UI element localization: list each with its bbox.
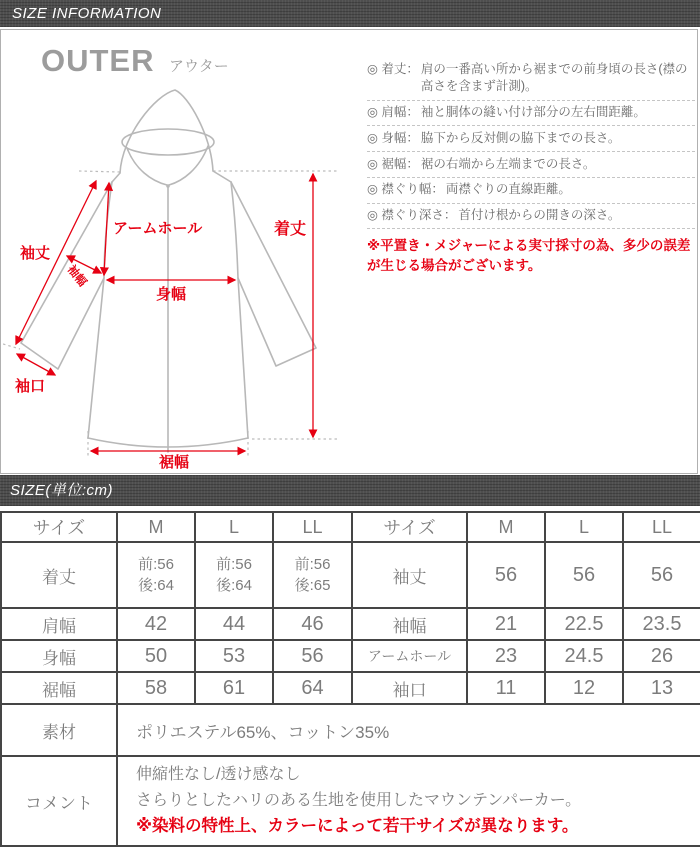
table-row	[1, 640, 700, 672]
value-cell: 26	[623, 640, 700, 672]
garment-measurement-diagram	[3, 86, 343, 474]
comment-line-1: 伸縮性なし/透け感なし	[136, 766, 301, 784]
measurement-arrows	[16, 174, 313, 451]
right-body-side	[231, 182, 248, 438]
value-cell: 12	[545, 672, 623, 704]
definition-item	[367, 126, 695, 152]
definition-desc: 裾の右端から左端までの長さ。	[420, 156, 596, 171]
body-length-label: 着丈	[273, 221, 307, 238]
row-label-shoulder-width: 肩幅	[1, 608, 117, 640]
value-cell: 50	[117, 640, 195, 672]
neck-point	[166, 184, 170, 188]
size-m-header: M	[117, 512, 195, 542]
sleeve-length-arrow	[16, 181, 96, 344]
value-cell	[195, 542, 273, 608]
table-row	[1, 608, 700, 640]
size-ll-header: LL	[623, 512, 700, 542]
definition-item	[367, 57, 695, 101]
definition-desc: 脇下から反対側の脇下までの長さ。	[420, 130, 621, 145]
value-cell: 23.5	[623, 608, 700, 640]
size-l-header: L	[545, 512, 623, 542]
value-back: 後:64	[138, 577, 174, 594]
sleeve-width-label: 袖幅	[64, 263, 89, 289]
value-cell: 56	[545, 542, 623, 608]
left-body-side	[88, 182, 112, 438]
definition-desc: 肩の一番高い所から裾までの前身頃の長さ(襟の高さを含まず計測)。	[420, 61, 688, 94]
hem-width-label: 裾幅	[158, 454, 190, 471]
value-cell: 56	[467, 542, 545, 608]
left-shoulder	[112, 173, 120, 182]
value-cell: 56	[623, 542, 700, 608]
outer-heading-kana: アウター	[168, 58, 229, 75]
measurement-definitions	[367, 57, 695, 275]
size-m-header: M	[467, 512, 545, 542]
comment-line-2: さらりとしたハリのある生地を使用したマウンテンパーカー。	[136, 791, 582, 809]
outer-info-panel	[0, 29, 698, 474]
row-label-armhole: アームホール	[352, 640, 467, 672]
value-back: 後:64	[216, 577, 252, 594]
size-col-header: サイズ	[352, 512, 467, 542]
definition-desc: 首付け根からの開きの深さ。	[458, 208, 621, 222]
comment-label: コメント	[1, 756, 117, 846]
definition-desc: 両襟ぐりの直線距離。	[445, 182, 571, 197]
value-cell: 58	[117, 672, 195, 704]
row-label-sleeve-length: 袖丈	[352, 542, 467, 608]
value-cell: 42	[117, 608, 195, 640]
comment-row	[1, 756, 700, 846]
size-table	[0, 511, 700, 847]
cuff-label: 袖口	[14, 378, 46, 395]
value-cell: 23	[467, 640, 545, 672]
right-shoulder	[213, 171, 231, 182]
definition-item	[367, 101, 695, 127]
armhole-arrow	[104, 183, 109, 275]
comment-note-red: ※染料の特性上、カラーによって若干サイズが異なります。	[136, 817, 579, 836]
size-l-header: L	[195, 512, 273, 542]
measurement-note: ※平置き・メジャーによる実寸採寸の為、多少の誤差が生じる場合がございます。	[367, 238, 691, 273]
value-cell: 61	[195, 672, 273, 704]
size-unit-bar	[0, 475, 700, 506]
value-front: 前:56	[138, 556, 174, 573]
size-information-title: SIZE INFORMATION	[12, 5, 162, 22]
value-front: 前:56	[294, 556, 331, 573]
definition-label: ◎ 着丈：	[367, 61, 419, 76]
size-table-wrap	[0, 511, 700, 847]
outer-heading-text: OUTER	[41, 43, 155, 78]
size-information-bar	[0, 0, 700, 27]
size-unit-title: SIZE(単位:cm)	[10, 482, 113, 499]
value-cell	[273, 542, 352, 608]
size-ll-header: LL	[273, 512, 352, 542]
size-col-header: サイズ	[1, 512, 117, 542]
outer-heading	[41, 43, 229, 79]
value-cell: 53	[195, 640, 273, 672]
right-sleeve	[231, 182, 316, 366]
table-row	[1, 542, 700, 608]
value-cell: 44	[195, 608, 273, 640]
definition-item	[367, 152, 695, 178]
guide-dashes	[3, 171, 337, 458]
material-row	[1, 704, 700, 756]
value-cell: 22.5	[545, 608, 623, 640]
table-header-row	[1, 512, 700, 542]
value-cell	[117, 542, 195, 608]
cuff-arrow	[17, 354, 55, 375]
value-cell: 11	[467, 672, 545, 704]
row-label-cuff: 袖口	[352, 672, 467, 704]
material-value: ポリエステル65%、コットン35%	[117, 704, 700, 756]
definition-item	[367, 204, 695, 230]
value-front: 前:56	[216, 556, 252, 573]
definition-label: ◎ 身幅：	[367, 130, 419, 145]
definition-label: ◎ 襟ぐり幅：	[367, 182, 444, 197]
hood-drape-right	[169, 146, 208, 185]
comment-value	[117, 756, 700, 846]
value-cell: 21	[467, 608, 545, 640]
hood-opening	[122, 129, 214, 155]
row-label-hem-width: 裾幅	[1, 672, 117, 704]
definition-label: ◎ 裾幅：	[367, 156, 419, 171]
value-cell: 56	[273, 640, 352, 672]
definition-item	[367, 178, 695, 204]
definition-desc: 袖と胴体の縫い付け部分の左右間距離。	[420, 105, 646, 119]
value-cell: 24.5	[545, 640, 623, 672]
definition-label: ◎ 肩幅：	[367, 105, 419, 119]
material-label: 素材	[1, 704, 117, 756]
armhole-label: アームホール	[113, 220, 203, 237]
value-cell: 46	[273, 608, 352, 640]
row-label-body-length: 着丈	[1, 542, 117, 608]
value-cell: 64	[273, 672, 352, 704]
row-label-body-width: 身幅	[1, 640, 117, 672]
definition-label: ◎ 襟ぐり深さ：	[367, 208, 457, 222]
value-back: 後:65	[294, 577, 331, 594]
body-width-label: 身幅	[155, 286, 187, 303]
value-cell: 13	[623, 672, 700, 704]
sleeve-length-label: 袖丈	[19, 245, 51, 262]
table-row	[1, 672, 700, 704]
row-label-sleeve-width: 袖幅	[352, 608, 467, 640]
